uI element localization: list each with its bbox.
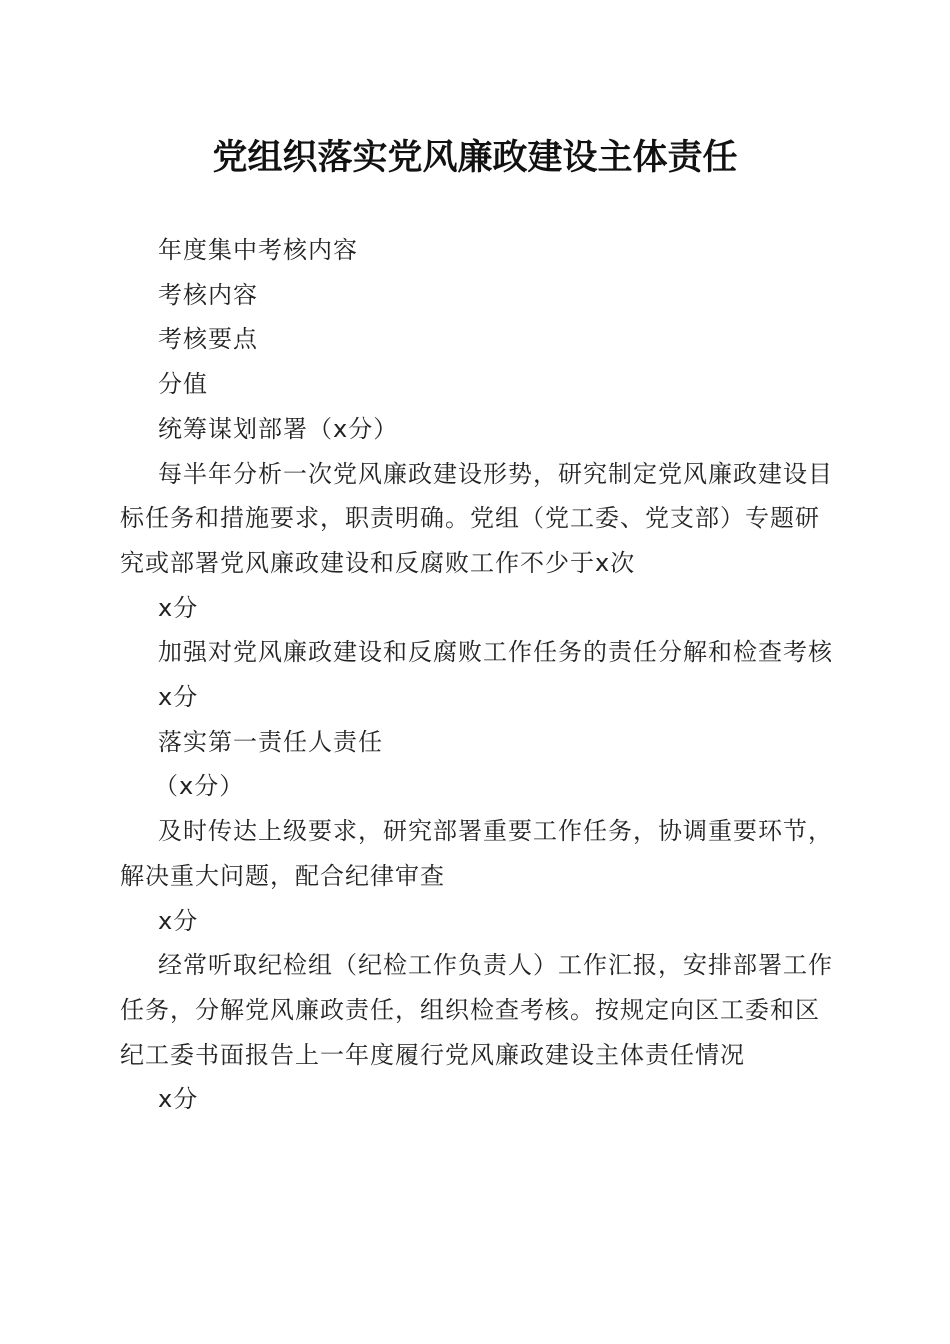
paragraph-review-points: 考核要点 [158,325,258,354]
paragraph-planning: 统筹谋划部署（x分） [158,414,399,443]
document-title: 党组织落实党风廉政建设主体责任 [212,137,738,178]
paragraph-timely-communication: 及时传达上级要求，研究部署重要工作任务，协调重要环节，解决重大问题，配合纪律审查 [120,817,833,890]
paragraph-reporting: 经常听取纪检组（纪检工作负责人）工作汇报，安排部署工作任务，分解党风廉政责任，组织检查考核。按规定向区工委和区纪工委书面报告上一年度履行党风廉政建设主体责任情况 [120,951,833,1069]
paragraph-score: x分 [158,593,199,622]
paragraph-annual-review: 年度集中考核内容 [158,236,358,264]
paragraph-score-label: 分值 [158,370,208,399]
paragraph-score: x分 [158,1085,199,1114]
paragraph-first-responsible-score: （x分） [154,772,245,801]
paragraph-first-responsible: 落实第一责任人责任 [158,727,383,756]
paragraph-score: x分 [158,683,199,712]
paragraph-planning-detail: 每半年分析一次党风廉政建设形势，研究制定党风廉政建设目标任务和措施要求，职责明确。党组（党工委、党支部）专题研究或部署党风廉政建设和反腐败工作不少于x次 [120,459,833,577]
paragraph-review-content: 考核内容 [158,280,258,309]
paragraph-score: x分 [158,906,199,935]
document-body [120,228,840,1122]
paragraph-responsibility-breakdown: 加强对党风廉政建设和反腐败工作任务的责任分解和检查考核 [158,638,833,667]
